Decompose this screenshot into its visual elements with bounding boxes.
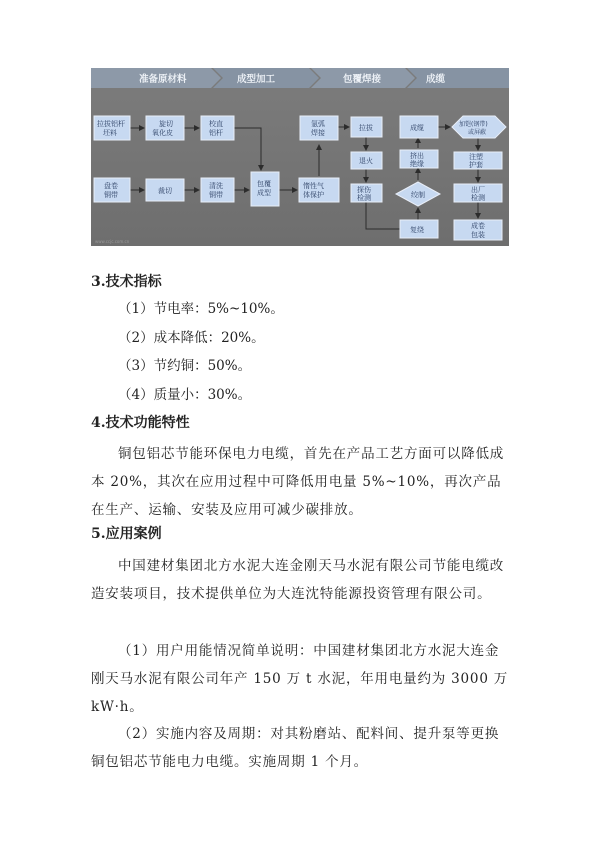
node-stranding bbox=[396, 182, 440, 206]
svg-text:铜带: 铜带 bbox=[209, 191, 223, 199]
svg-text:成型: 成型 bbox=[257, 189, 271, 197]
node-coil-packaging bbox=[454, 220, 502, 240]
node-clean-copper-strip bbox=[201, 178, 234, 202]
svg-text:校直: 校直 bbox=[209, 120, 223, 128]
section-5-title: 5.应用案例 bbox=[91, 526, 162, 542]
svg-text:加铠(钢带): 加铠(钢带) bbox=[459, 121, 488, 128]
svg-text:挤出: 挤出 bbox=[410, 152, 424, 160]
svg-text:体保护: 体保护 bbox=[303, 191, 324, 199]
node-drawing bbox=[351, 117, 382, 137]
node-rewinding bbox=[400, 220, 438, 238]
node-extrude-insulation bbox=[400, 150, 438, 168]
svg-text:成卷: 成卷 bbox=[471, 222, 485, 230]
node-annealing bbox=[351, 152, 382, 169]
svg-text:成缆: 成缆 bbox=[410, 124, 424, 132]
svg-text:铝杆: 铝杆 bbox=[209, 129, 223, 137]
node-injection-sheath bbox=[454, 152, 502, 169]
stage-header-3-bg bbox=[407, 68, 509, 88]
section-4-paragraph: 铜包铝芯节能环保电力电缆，首先在产品工艺方面可以降低成本 20%，其次在应用过程中可降低用电量 5%~10%，再次产品在生产、运输、安装及应用可减少碳排放。 bbox=[91, 446, 505, 518]
svg-text:氧化皮: 氧化皮 bbox=[152, 129, 173, 137]
node-copper-strip-coil bbox=[94, 178, 130, 202]
figure-caption: www.ccjc.com.cn bbox=[95, 239, 130, 244]
section-5-paragraph-1: 中国建材集团北方水泥大连金刚天马水泥有限公司节能电缆改造安装项目，技术提供单位为大连沈特能源投资管理有限公司。 bbox=[91, 558, 505, 602]
section-5-paragraph-3: （2）实施内容及周期：对其粉磨站、配料间、提升泵等更换铜包铝芯节能电力电缆。实施周期 1 个月。 bbox=[91, 726, 500, 770]
node-aluminum-rod-billet bbox=[94, 116, 130, 140]
node-argon-welding bbox=[300, 116, 338, 140]
svg-text:氩弧: 氩弧 bbox=[311, 120, 325, 128]
svg-text:绝缘: 绝缘 bbox=[410, 160, 424, 168]
svg-text:包覆: 包覆 bbox=[257, 180, 271, 188]
process-flow-figure bbox=[91, 68, 509, 246]
svg-text:绞制: 绞制 bbox=[411, 191, 425, 199]
process-flow-diagram bbox=[91, 68, 509, 246]
svg-text:退火: 退火 bbox=[359, 157, 373, 165]
svg-text:检测: 检测 bbox=[357, 194, 371, 202]
indicator-item-2: （2）成本降低：20%。 bbox=[118, 330, 265, 346]
section-3-title: 3.技术指标 bbox=[91, 274, 162, 290]
node-cutting bbox=[146, 179, 184, 201]
stage-header-0: 准备原材料 bbox=[139, 74, 187, 85]
svg-text:盘卷: 盘卷 bbox=[104, 182, 118, 190]
node-factory-inspection bbox=[454, 184, 502, 202]
node-inert-gas-protection bbox=[299, 178, 339, 202]
section-4-title: 4.技术功能特性 bbox=[91, 415, 190, 431]
indicator-item-1: （1）节电率：5%~10%。 bbox=[118, 301, 284, 317]
stage-header-1: 成型加工 bbox=[237, 74, 276, 85]
svg-text:拉拔铝杆: 拉拔铝杆 bbox=[97, 120, 125, 128]
node-straighten-rod bbox=[201, 116, 234, 140]
svg-text:出厂: 出厂 bbox=[471, 186, 485, 194]
svg-text:裁切: 裁切 bbox=[158, 187, 172, 195]
node-flaw-detection bbox=[351, 184, 382, 202]
svg-text:护套: 护套 bbox=[469, 161, 483, 169]
svg-text:复绕: 复绕 bbox=[410, 226, 424, 234]
svg-text:拉拔: 拉拔 bbox=[359, 124, 373, 132]
svg-text:注塑: 注塑 bbox=[469, 153, 483, 161]
stage-header-3: 成缆 bbox=[426, 74, 446, 85]
node-rotary-cut-scale bbox=[146, 116, 184, 140]
stage-header-2: 包覆焊接 bbox=[343, 74, 382, 85]
svg-text:铜带: 铜带 bbox=[104, 191, 118, 199]
svg-text:包装: 包装 bbox=[471, 231, 485, 239]
indicator-item-3: （3）节约铜：50%。 bbox=[118, 358, 252, 374]
svg-text:惰性气: 惰性气 bbox=[303, 182, 324, 190]
svg-text:探伤: 探伤 bbox=[357, 186, 371, 194]
svg-text:清洗: 清洗 bbox=[209, 182, 223, 190]
node-armor-shield bbox=[452, 116, 506, 138]
node-cladding-forming bbox=[251, 172, 279, 206]
svg-text:或屏蔽: 或屏蔽 bbox=[468, 129, 487, 136]
stage-header-bar bbox=[91, 68, 509, 88]
node-cabling bbox=[400, 116, 438, 138]
indicator-item-4: （4）质量小：30%。 bbox=[118, 387, 252, 403]
svg-text:检测: 检测 bbox=[471, 194, 485, 202]
svg-text:坯料: 坯料 bbox=[103, 129, 117, 137]
svg-text:旋切: 旋切 bbox=[159, 120, 173, 128]
section-5-paragraph-2: （1）用户用能情况简单说明：中国建材集团北方水泥大连金刚天马水泥有限公司年产 150 万 t 水泥，年用电量约为 3000 万 kW·h。 bbox=[91, 643, 509, 715]
svg-text:焊接: 焊接 bbox=[311, 129, 325, 137]
